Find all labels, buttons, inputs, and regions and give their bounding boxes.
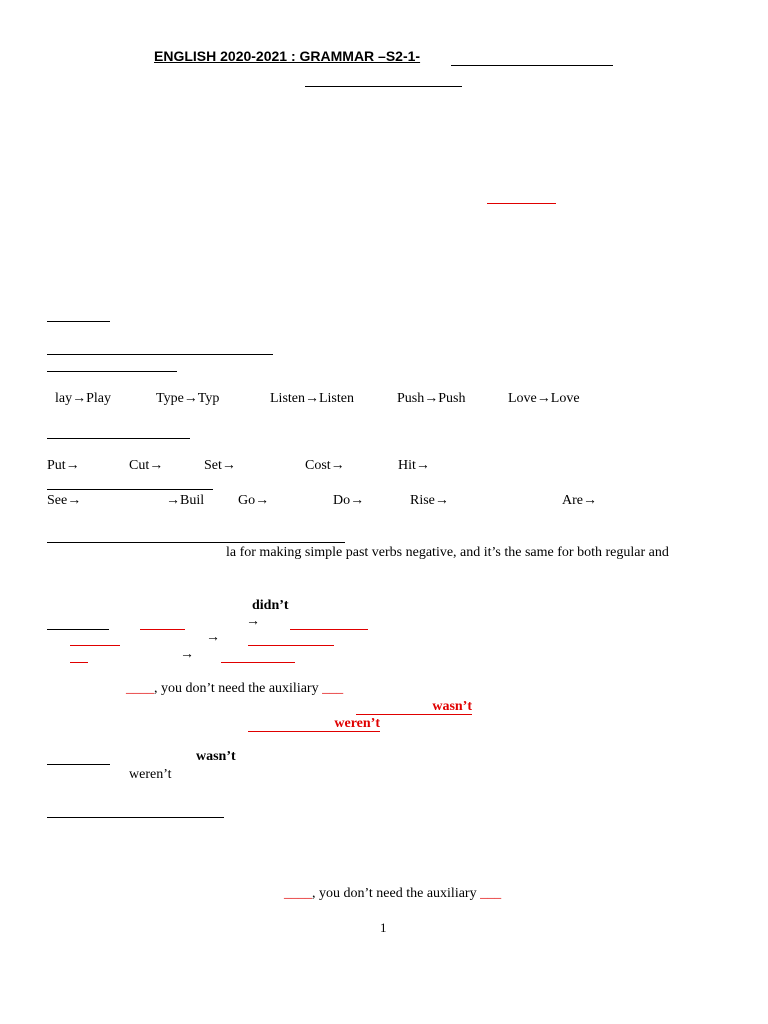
- irregular-verb: Set→: [204, 458, 236, 473]
- red-blank: ___: [322, 681, 344, 696]
- red-blank-line: [290, 629, 368, 630]
- red-blank: ____: [284, 886, 312, 901]
- red-blank: ___: [480, 886, 502, 901]
- section-heading-line: [47, 354, 273, 355]
- negative-rule-text: la for making simple past verbs negative, and it’s the same for both regular and: [226, 545, 669, 560]
- regular-verb: Listen→Listen: [270, 391, 354, 406]
- irregular-verb: Cut→: [129, 458, 164, 473]
- irregular-verb: See→: [47, 493, 82, 508]
- page-number: 1: [380, 920, 387, 935]
- section-heading-line: [47, 371, 177, 372]
- arrow-right-icon: →: [180, 647, 194, 662]
- red-blank-line: [248, 645, 334, 646]
- red-blank-line: [487, 203, 556, 204]
- red-blank-line: [70, 645, 120, 646]
- section-heading-line: [47, 321, 110, 322]
- auxiliary-text: , you don’t need the auxiliary: [154, 681, 319, 696]
- red-blank-line: [221, 662, 295, 663]
- irregular-verb: Rise→: [410, 493, 449, 508]
- regular-verb: Push→Push: [397, 391, 466, 406]
- section-heading-line: [47, 438, 190, 439]
- title-blank-line: [451, 65, 613, 66]
- regular-verb: lay→Play: [55, 391, 111, 406]
- irregular-verb: Do→: [333, 493, 365, 508]
- arrow-right-icon: →: [206, 630, 220, 645]
- irregular-verb: Go→: [238, 493, 270, 508]
- red-blank-line: [140, 629, 185, 630]
- red-blank-line: [70, 662, 88, 663]
- wasnt-red-answer: wasn’t: [356, 699, 472, 715]
- section-heading-line: [47, 764, 110, 765]
- regular-verb: Type→Typ: [156, 391, 220, 406]
- auxiliary-note: [126, 681, 343, 697]
- arrow-right-icon: →: [246, 614, 260, 629]
- irregular-verb: →Buil: [166, 493, 205, 508]
- page-title: ENGLISH 2020-2021 : GRAMMAR –S2-1-: [154, 48, 421, 64]
- wasnt-label: wasn’t: [196, 749, 236, 764]
- section-heading-line: [47, 542, 345, 543]
- section-heading-line: [47, 817, 224, 818]
- werent-red-answer: weren’t: [248, 716, 380, 732]
- auxiliary-note: [284, 886, 501, 902]
- irregular-verb: Are→: [562, 493, 597, 508]
- irregular-verb: Cost→: [305, 458, 345, 473]
- section-heading-line: [47, 489, 213, 490]
- regular-verb: Love→Love: [508, 391, 580, 406]
- irregular-verb: Hit→: [398, 458, 430, 473]
- werent-label: weren’t: [129, 767, 172, 782]
- red-blank: ____: [126, 681, 154, 696]
- subtitle-blank-line: [305, 86, 462, 87]
- irregular-verb: Put→: [47, 458, 80, 473]
- auxiliary-text: , you don’t need the auxiliary: [312, 886, 477, 901]
- section-heading-line: [47, 629, 109, 630]
- didnt-label: didn’t: [252, 598, 289, 613]
